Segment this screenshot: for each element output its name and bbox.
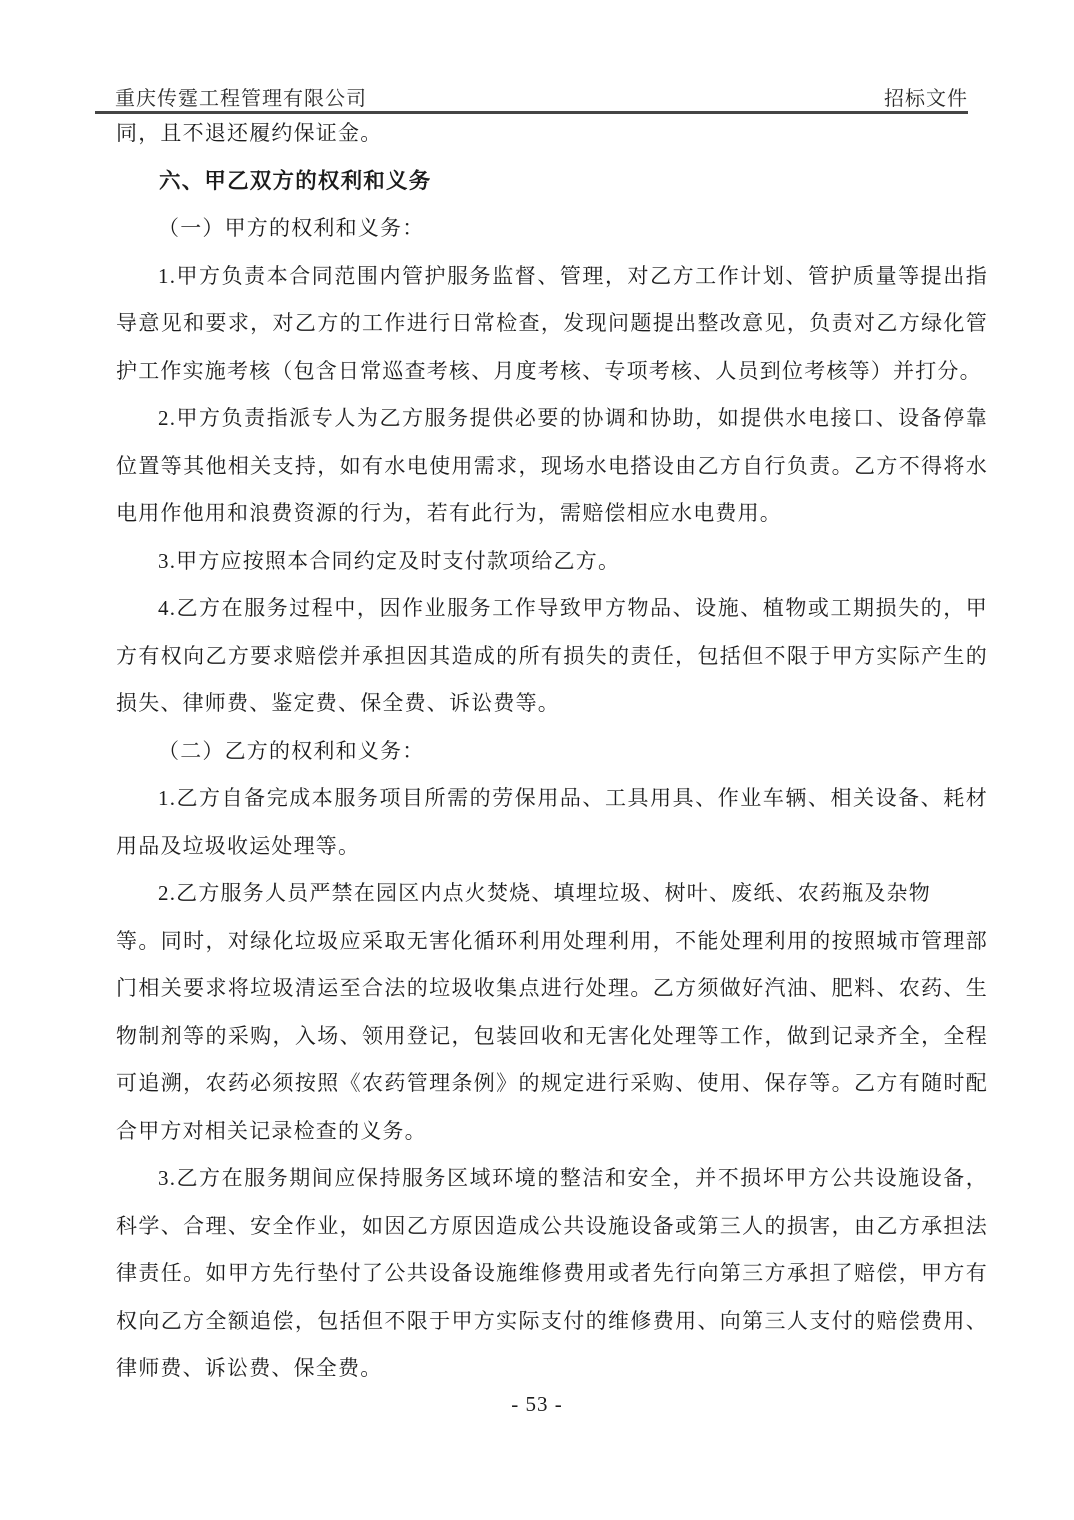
paragraph-a-4: 4.乙方在服务过程中，因作业服务工作导致甲方物品、设施、植物或工期损失的，甲方有权向乙方要求赔偿并承担因其造成的所有损失的责任，包括但不限于甲方实际产生的损失、律师费、鉴定费、保全费、诉讼费等。 xyxy=(116,596,988,715)
header-company-name: 重庆传霆工程管理有限公司 xyxy=(115,88,367,110)
page-number: - 53 - xyxy=(511,1392,563,1416)
section-heading: 六、甲乙双方的权利和义务 xyxy=(159,168,432,193)
paragraph-a-3: 3.甲方应按照本合同约定及时支付款项给乙方。 xyxy=(158,548,621,573)
document-body xyxy=(116,110,988,1393)
paragraph-b-3: 3.乙方在服务期间应保持服务区域环境的整洁和安全，并不损坏甲方公共设施设备，科学、合理、安全作业，如因乙方原因造成公共设施设备或第三人的损害，由乙方承担法律责任。如甲方先行垫付了公共设备设施维修费用或者先行向第三方承担了赔偿，甲方有权向乙方全额追偿，包括但不限于甲方实际支付的维修费用、向第三人支付的赔偿费用、律师费、诉讼费、保全费。 xyxy=(116,1166,988,1380)
paragraph-b-2-line1: 2.乙方服务人员严禁在园区内点火焚烧、填埋垃圾、树叶、废纸、农药瓶及杂物 xyxy=(158,881,931,905)
subsection-heading-party-b: （二）乙方的权利和义务： xyxy=(158,738,425,763)
subsection-heading-party-a: （一）甲方的权利和义务： xyxy=(158,216,425,240)
paragraph-b-1: 1.乙方自备完成本服务项目所需的劳保用品、工具用具、作业车辆、相关设备、耗材用品及垃圾收运处理等。 xyxy=(116,786,988,858)
paragraph-a-1: 1.甲方负责本合同范围内管护服务监督、管理，对乙方工作计划、管护质量等提出指导意见和要求，对乙方的工作进行日常检查，发现问题提出整改意见，负责对乙方绿化管护工作实施考核（包含日常巡查考核、月度考核、专项考核、人员到位考核等）并打分。 xyxy=(116,263,988,383)
paragraph-b-2-continued: 等。同时，对绿化垃圾应采取无害化循环利用处理利用，不能处理利用的按照城市管理部门相关要求将垃圾清运至合法的垃圾收集点进行处理。乙方须做好汽油、肥料、农药、生物制剂等的采购，入场、领用登记，包装回收和无害化处理等工作，做到记录齐全，全程可追溯，农药必须按照《农药管理条例》的规定进行采购、使用、保存等。乙方有随时配合甲方对相关记录检查的义务。 xyxy=(116,928,988,1143)
paragraph-continuation: 同，且不退还履约保证金。 xyxy=(116,121,383,145)
paragraph-a-2: 2.甲方负责指派专人为乙方服务提供必要的协调和协助，如提供水电接口、设备停靠位置等其他相关支持，如有水电使用需求，现场水电搭设由乙方自行负责。乙方不得将水电用作他用和浪费资源的行为，若有此行为，需赔偿相应水电费用。 xyxy=(116,406,988,525)
header-doc-type-label: 招标文件 xyxy=(884,88,968,110)
page-header xyxy=(115,82,968,111)
page-footer xyxy=(0,1392,1074,1417)
